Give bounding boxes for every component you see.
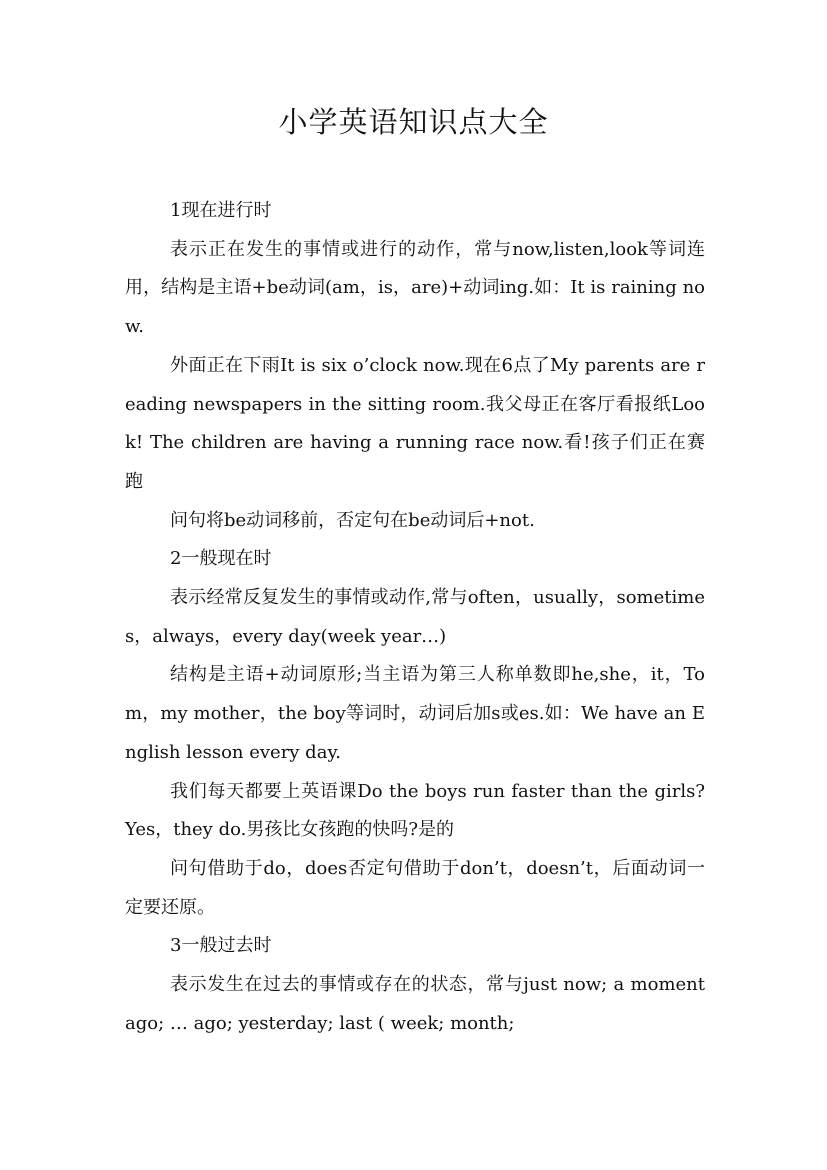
section-heading-simple-past: 3一般过去时 — [170, 935, 272, 957]
paragraph: 表示正在发生的事情或进行的动作，常与now,listen,look等词连用，结构是主语+be动词(am，is，are)+动词ing.如：It is raining now. — [125, 238, 705, 338]
document-title: 小学英语知识点大全 — [278, 105, 549, 139]
paragraph: 结构是主语+动词原形;当主语为第三人称单数即he,she，it，Tom，my mother，the boy等词时，动词后加s或es.如：We have an English lesson every day. — [125, 664, 705, 763]
section-heading-simple-present: 2一般现在时 — [170, 548, 272, 570]
paragraph: 表示发生在过去的事情或存在的状态，常与just now; a moment ago; … ago; yesterday; last ( week; month; — [125, 974, 705, 1034]
paragraph: 问句借助于do，does否定句借助于don’t，doesn’t，后面动词一定要还原。 — [125, 857, 705, 918]
paragraph: 外面正在下雨It is six o’clock now.现在6点了My parents are reading newspapers in the sitting room.我父母正在客厅看报纸Look! The children are having a running race now.看!孩子们正在赛跑 — [125, 354, 705, 492]
document-body — [125, 192, 705, 1043]
paragraph: 问句将be动词移前，否定句在be动词后+not. — [170, 509, 535, 531]
section-heading-present-continuous: 1现在进行时 — [170, 200, 272, 221]
paragraph: 表示经常反复发生的事情或动作,常与often，usually，sometimes，always，every day(week year…) — [125, 587, 705, 647]
paragraph: 我们每天都要上英语课Do the boys run faster than the girls? Yes，they do.男孩比女孩跑的快吗?是的 — [125, 780, 705, 841]
